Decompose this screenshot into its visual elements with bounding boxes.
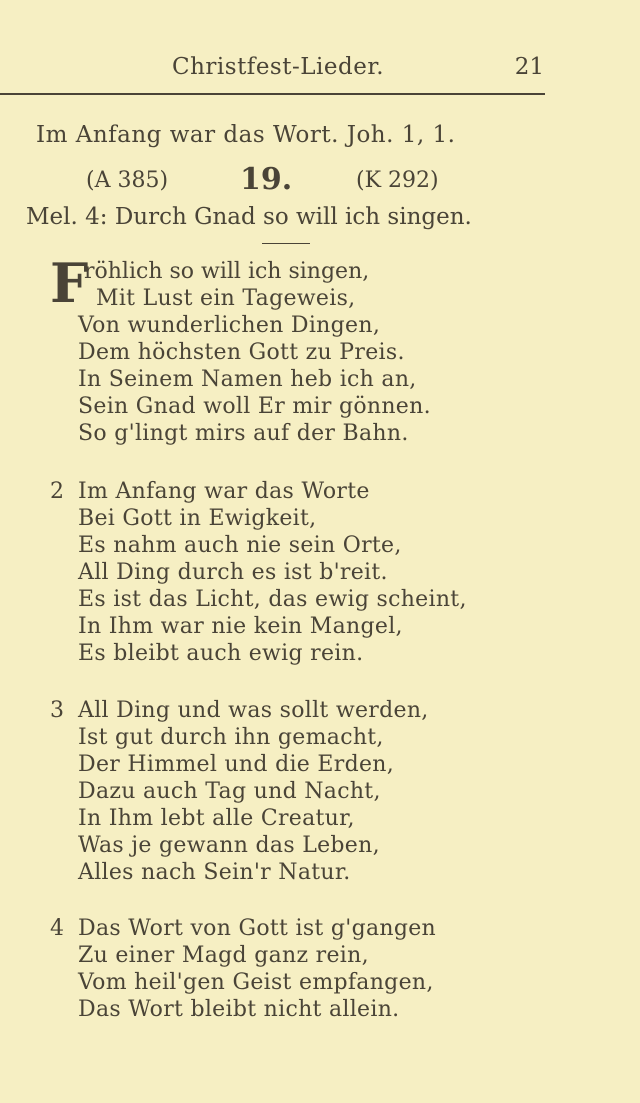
running-title: Christfest-Lieder. xyxy=(172,54,385,80)
verse-line: In Ihm war nie kein Mangel, xyxy=(78,614,403,639)
melody-indication: Mel. 4: Durch Gnad so will ich singen. xyxy=(26,204,472,230)
verse-line: Zu einer Magd ganz rein, xyxy=(78,943,369,968)
verse-line: Ist gut durch ihn gemacht, xyxy=(78,725,384,750)
drop-initial-letter: F xyxy=(50,251,89,315)
verse-line: So g'lingt mirs auf der Bahn. xyxy=(78,421,409,446)
header-rule xyxy=(0,93,545,95)
verse-line: In Ihm lebt alle Creatur, xyxy=(78,806,355,831)
verse-line: Von wunderlichen Dingen, xyxy=(78,313,381,338)
verse-line: Dem höchsten Gott zu Preis. xyxy=(78,340,405,365)
verse-line: Was je gewann das Leben, xyxy=(78,833,380,858)
verse-2 xyxy=(0,478,640,673)
verse-4 xyxy=(0,915,640,1027)
verse-line: Vom heil'gen Geist empfangen, xyxy=(78,970,434,995)
verse-line: Das Wort bleibt nicht allein. xyxy=(78,997,400,1022)
verse-line: Alles nach Sein'r Natur. xyxy=(78,860,351,885)
epigraph: Im Anfang war das Wort. Joh. 1, 1. xyxy=(36,122,456,148)
verse-line: All Ding und was sollt werden, xyxy=(78,698,429,723)
hymn-number: 19. xyxy=(240,162,293,197)
verse-line: All Ding durch es ist b'reit. xyxy=(78,560,388,585)
verse-line: Es bleibt auch ewig rein. xyxy=(78,641,364,666)
verse-line: Dazu auch Tag und Nacht, xyxy=(78,779,381,804)
verse-line: Mit Lust ein Tageweis, xyxy=(96,286,356,311)
verse-line: röhlich so will ich singen, xyxy=(84,259,370,284)
hymn-number-line xyxy=(0,164,640,204)
verse-number: 3 xyxy=(50,698,64,723)
verse-line: Im Anfang war das Worte xyxy=(78,479,370,504)
verse-1 xyxy=(0,251,640,458)
hymn-reference-right: (K 292) xyxy=(356,168,439,193)
verse-line: Der Himmel und die Erden, xyxy=(78,752,395,777)
verse-lines xyxy=(78,285,431,447)
verse-line: Sein Gnad woll Er mir gönnen. xyxy=(78,394,431,419)
verse-number: 4 xyxy=(50,916,64,941)
running-head xyxy=(0,52,640,86)
verse-number: 2 xyxy=(50,479,64,504)
verse-lines xyxy=(78,697,429,886)
hymn-reference-left: (A 385) xyxy=(86,168,169,193)
verse-lines xyxy=(78,915,436,1023)
section-divider xyxy=(262,243,310,244)
verse-line: Bei Gott in Ewigkeit, xyxy=(78,506,317,531)
verse-line: Das Wort von Gott ist g'gangen xyxy=(78,916,437,941)
verse-line: Es ist das Licht, das ewig scheint, xyxy=(78,587,467,612)
verse-3 xyxy=(0,697,640,892)
verse-line: In Seinem Namen heb ich an, xyxy=(78,367,417,392)
verse-lines xyxy=(78,478,467,667)
verse-line: Es nahm auch nie sein Orte, xyxy=(78,533,402,558)
page-number: 21 xyxy=(514,54,544,80)
